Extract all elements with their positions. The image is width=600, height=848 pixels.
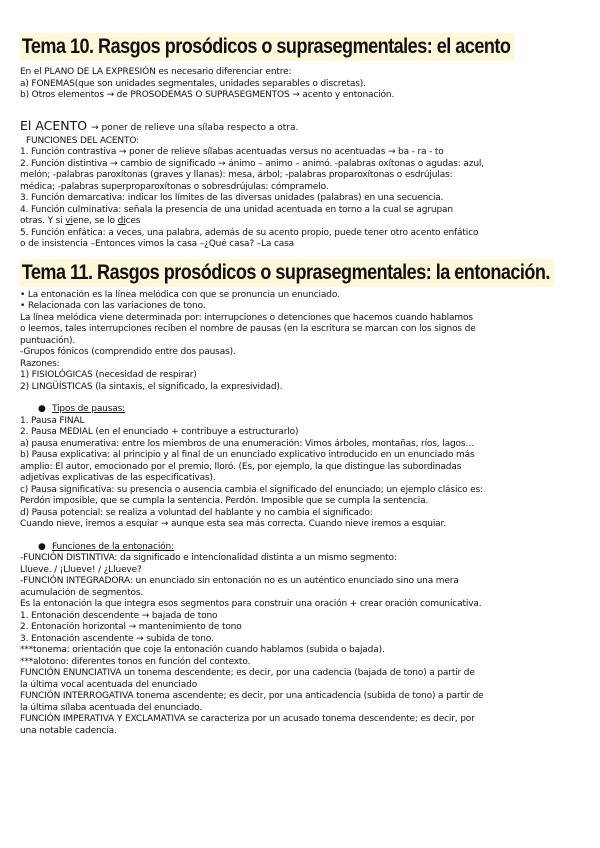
funcion-line: médica; -palabras superproparoxítonas o sobresdrújulas: cómpramelo. [20,181,329,192]
pausa-line: a) pausa enumerativa: entre los miembros de una enumeración: Vimos árboles, montañas, ríos, lagos… [20,438,475,449]
funcion-line: 3. Función demarcativa: indicar los límites de las diversas unidades (palabras) en una secuencia. [20,193,444,203]
funcion-line-continued [20,216,580,228]
funcion-entonacion-line: FUNCIÓN IMPERATIVA Y EXCLAMATIVA se caracteriza por un acusado tonema descendente; es decir, por [20,714,475,724]
pausa-line: adjetivas explicativas de las especificativas). [20,473,216,483]
cont-text: ces [125,216,141,226]
underlined-syllable: di [117,216,126,226]
pausa-line: amplio: El autor, emocionado por el premio, lloró. (Es, por ejemplo, la que distingue las subordinadas [20,461,462,472]
entonacion-line: • Relacionada con las variaciones de tono. [20,301,206,311]
funcion-line: o de insistencia –Entonces vimos la casa –¿Qué casa? –La casa [20,239,295,249]
entonacion-line: • La entonación es la línea melódica con que se pronuncia un enunciado. [20,289,340,300]
funcion-line: 1. Función contrastiva → poner de relieve sílabas acentuadas versus no acentuadas → ba - ra - to [20,147,444,157]
funciones-title: Funciones de la entonación: [52,541,174,552]
entonacion-line: puntuación). [20,335,76,346]
acento-definition [20,118,580,136]
funcion-entonacion-line: ***tonema: orientación que coje la entonación cuando hablamos (subida o bajada). [20,645,385,655]
funcion-line: 2. Función distintiva → cambio de significado → ánimo – animo – animó. -palabras oxítonas o agudas: azul, [20,158,484,169]
entonacion-line: 1) FISIOLÓGICAS (necesidad de respirar) [20,370,197,380]
funcion-entonacion-line: 2. Entonación horizontal → mantenimiento de tono [20,622,242,632]
funcion-entonacion-line: Llueve. / ¡Llueve! / ¿Llueve? [20,564,142,575]
cont-text: otras. Y si [20,216,66,226]
funciones-entonacion-heading [20,542,580,554]
funcion-entonacion-line: la última sílaba acentuada del enunciado. [20,702,203,713]
funcion-entonacion-line: una notable cadencia. [20,725,117,736]
funcion-entonacion-line: la última vocal acentuada del enunciado [20,679,198,690]
funcion-entonacion-line: FUNCIÓN INTERROGATIVA tonema ascendente; es decir, por una anticadencia (subida de tono) a partir de [20,691,484,701]
funcion-entonacion-line: 1. Entonación descendente → bajada de tono [20,610,218,621]
funcion-line: melón; -palabras paroxítonas (graves y llanas): mesa, árbol; -palabras proparoxítonas o esdrújulas: [20,170,453,180]
funcion-entonacion-line: -FUNCIÓN DISTINTIVA: da significado e intencionalidad distinta a un mismo segmento: [20,553,397,563]
entonacion-line: 2) LINGÜÍSTICAS (la sintaxis, el significado, la expresividad). [20,381,283,392]
pausa-line: Cuando nieve, iremos a esquiar → aunque esta sea más correcta. Cuando nieve iremos a esquiar. [20,519,446,529]
intro-line: b) Otros elementos → de PROSODEMAS O SUPRASEGMENTOS → acento y entonación. [20,90,395,100]
funcion-line: 4. Función culminativa: señala la presencia de una unidad acentuada en torno a la cual se agrupan [20,204,453,215]
funcion-entonacion-line: acumulación de segmentos. [20,587,144,598]
entonacion-line: o leemos, tales interrupciones reciben el nombre de pausas (en la escritura se marcan con los signos de [20,324,476,334]
funcion-entonacion-line: FUNCIÓN ENUNCIATIVA un tonema descendente; es decir, por una cadencia (bajada de tono) a partir de [20,668,475,678]
funciones-acento-heading: FUNCIONES DEL ACENTO: [26,135,140,146]
bullet-icon: ● [38,541,46,552]
acento-label: El ACENTO [20,117,88,133]
funcion-entonacion-line: -FUNCIÓN INTEGRADORA: un enunciado sin entonación no es un auténtico enunciado sino una mera [20,576,459,586]
underlined-syllable: vi [65,216,73,226]
entonacion-line: Razones: [20,358,60,369]
funcion-line: 5. Función enfática: a veces, una palabra, además de su acento propio, puede tener otro acento enfático [20,227,479,238]
funcion-entonacion-line: 3. Entonación ascendente → subida de tono. [20,633,214,644]
entonacion-line: -Grupos fónicos (comprendido entre dos pausas). [20,347,236,357]
bullet-icon: ● [38,404,46,414]
intro-line: a) FONEMAS(que son unidades segmentales, unidades separables o discretas). [20,78,366,89]
pausa-line: d) Pausa potencial: se realiza a voluntad del hablante y no cambia el significado: [20,507,373,518]
pausa-line: 1. Pausa FINAL [20,415,85,426]
tema11-title: Tema 11. Rasgos prosódicos o suprasegmentales: la entonación. [20,259,554,287]
funcion-entonacion-line: ***alotono: diferentes tonos en función del contexto. [20,656,251,667]
pausa-line: Perdón imposible, que se cumpla la sentencia. Perdón. Imposible que se cumpla la sentencia. [20,496,429,506]
cont-text: ene, se lo [72,216,118,226]
pausa-line: b) Pausa explicativa: al principio y al final de un enunciado explicativo introducido en un enunciado más [20,450,475,460]
acento-def-text: → poner de relieve una sílaba respecto a otra. [91,122,299,133]
pausas-heading [20,404,580,416]
tema10-title: Tema 10. Rasgos prosódicos o suprasegmentales: el acento [20,33,515,61]
intro-line: En el PLANO DE LA EXPRESIÓN es necesario diferenciar entre: [20,67,292,77]
pausa-line: c) Pausa significativa: su presencia o ausencia cambia el significado del enunciado; un ejemplo clásico es: [20,484,483,495]
entonacion-line: La línea melódica viene determinada por: interrupciones o detenciones que hacemos cuando hablamos [20,312,473,323]
pausas-title: Tipos de pausas: [52,404,126,414]
funcion-entonacion-line: Es la entonación la que integra esos segmentos para construir una oración + crear oración comunicativa. [20,599,482,609]
pausa-line: 2. Pausa MEDIAL (en el enunciado + contribuye a estructurarlo) [20,427,299,437]
